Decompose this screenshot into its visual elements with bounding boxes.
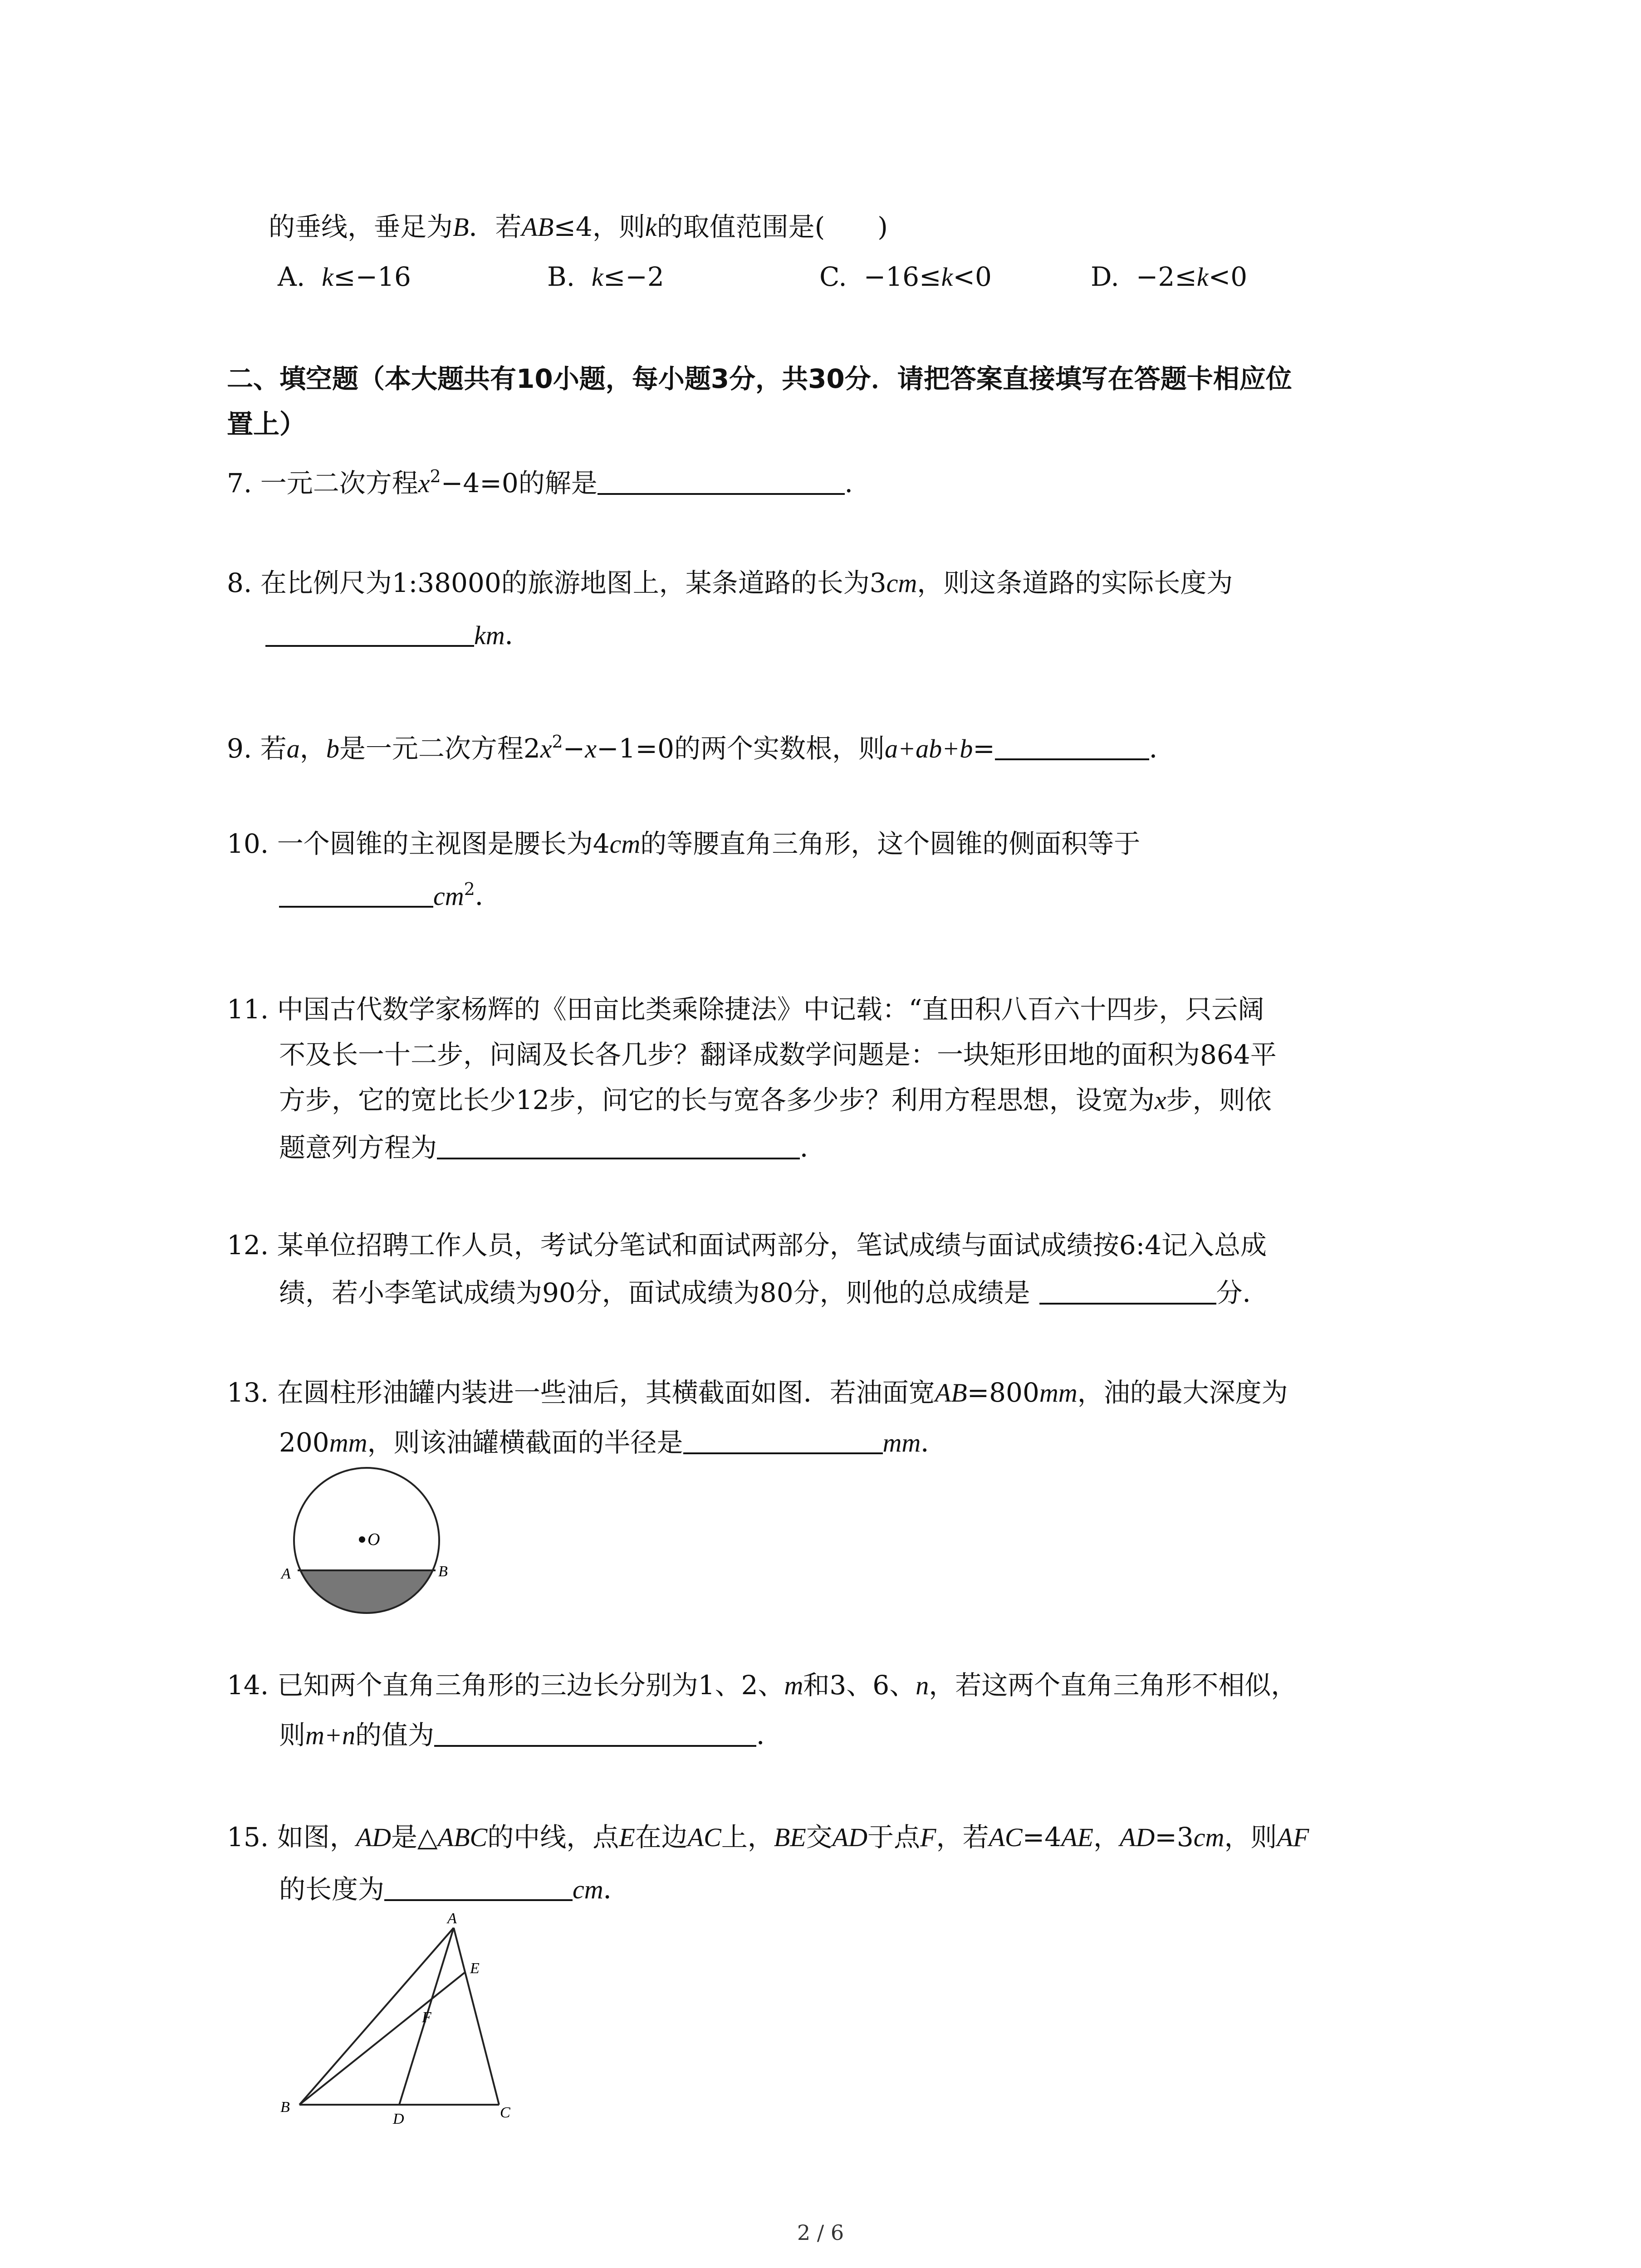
q6-option-d: D. −2≤k<0: [1091, 261, 1248, 292]
label-o: O: [367, 1530, 380, 1549]
question-8: 8. 在比例尺为1:38000的旅游地图上，某条道路的长为3cm，则这条道路的实际长度为: [227, 567, 1233, 598]
question-13: 13. 在圆柱形油罐内装进一些油后，其横截面如图．若油面宽AB=800mm，油的最大深度为: [227, 1377, 1288, 1408]
question-15: 15. 如图，AD是△ABC的中线，点E在边AC上，BE交AD于点F，若AC=4AE，AD=3cm，则AF: [227, 1822, 1309, 1853]
answer-blank[interactable]: [384, 1872, 573, 1901]
question-11-line4: 题意列方程为 ．: [279, 1129, 826, 1166]
question-12: 12. 某单位招聘工作人员，考试分笔试和面试两部分，笔试成绩与面试成绩按6:4记入总成: [227, 1230, 1267, 1261]
label-c: C: [500, 2104, 510, 2121]
label-a: A: [281, 1565, 291, 1582]
answer-blank[interactable]: [279, 879, 433, 908]
question-9: 9. 若a，b是一元二次方程$2x^2-x-1=0$的两个实数根，则a+ab+b= ．: [227, 732, 1176, 764]
answer-blank[interactable]: [434, 1718, 756, 1747]
label-d: D: [393, 2111, 404, 2127]
question-11-line3: 方步，它的宽比长少12步，问它的长与宽各多少步？利用方程思想，设宽为x步，则依: [279, 1085, 1272, 1115]
side-ac: [454, 1928, 499, 2105]
q6-option-c: C. −16≤k<0: [819, 261, 992, 292]
answer-blank[interactable]: [995, 731, 1149, 760]
label-e: E: [470, 1960, 480, 1977]
question-13-line2: 200mm，则该油罐横截面的半径是 mm．: [279, 1424, 947, 1461]
q6-option-b: B. k≤−2: [547, 261, 664, 292]
oil-tank-figure: [272, 1465, 463, 1619]
q6-text: 的垂线，垂足为B．若AB≤4，则k的取值范围是( ): [269, 211, 888, 242]
question-11: 11. 中国古代数学家杨辉的《田亩比类乘除捷法》中记载：“直田积八百六十四步，只云阔: [227, 994, 1264, 1025]
question-14-line2: 则m+n的值为 ．: [279, 1717, 783, 1754]
question-11-line2: 不及长一十二步，问阔及长各几步？翻译成数学问题是：一块矩形田地的面积为864平: [279, 1039, 1277, 1070]
question-7: 7. 一元二次方程$x^2-4=0$的解是 ．: [227, 466, 871, 499]
section-heading-cont: 置上）: [227, 409, 306, 440]
triangle-figure: [272, 1910, 526, 2127]
question-14: 14. 已知两个直角三角形的三边长分别为1、2、m和3、6、n，若这两个直角三角形不相似，: [227, 1670, 1298, 1701]
question-12-line2: 绩，若小李笔试成绩为90分，面试成绩为80分，则他的总成绩是 分．: [279, 1275, 1269, 1311]
question-10: 10. 一个圆锥的主视图是腰长为4cm的等腰直角三角形，这个圆锥的侧面积等于: [227, 828, 1141, 859]
question-8-cont: km．: [265, 617, 531, 654]
answer-blank[interactable]: [437, 1130, 800, 1159]
answer-blank[interactable]: [598, 466, 845, 495]
answer-blank[interactable]: [683, 1425, 883, 1454]
section-heading: 二、填空题（本大题共有10小题，每小题3分，共30分．请把答案直接填写在答题卡相应位: [227, 363, 1292, 394]
answer-blank[interactable]: [1039, 1276, 1216, 1305]
segment-be: [299, 1972, 465, 2105]
question-15-line2: 的长度为 cm．: [279, 1871, 630, 1908]
center-dot: [359, 1536, 365, 1543]
answer-blank[interactable]: [265, 618, 474, 647]
label-f: F: [422, 2009, 431, 2026]
q6-option-a: A. k≤−16: [278, 261, 411, 292]
label-b: B: [438, 1563, 448, 1580]
label-b: B: [280, 2099, 290, 2116]
label-a: A: [447, 1910, 457, 1927]
question-10-cont: $cm^2$．: [279, 878, 501, 914]
page-number: 2 / 6: [797, 2220, 844, 2245]
